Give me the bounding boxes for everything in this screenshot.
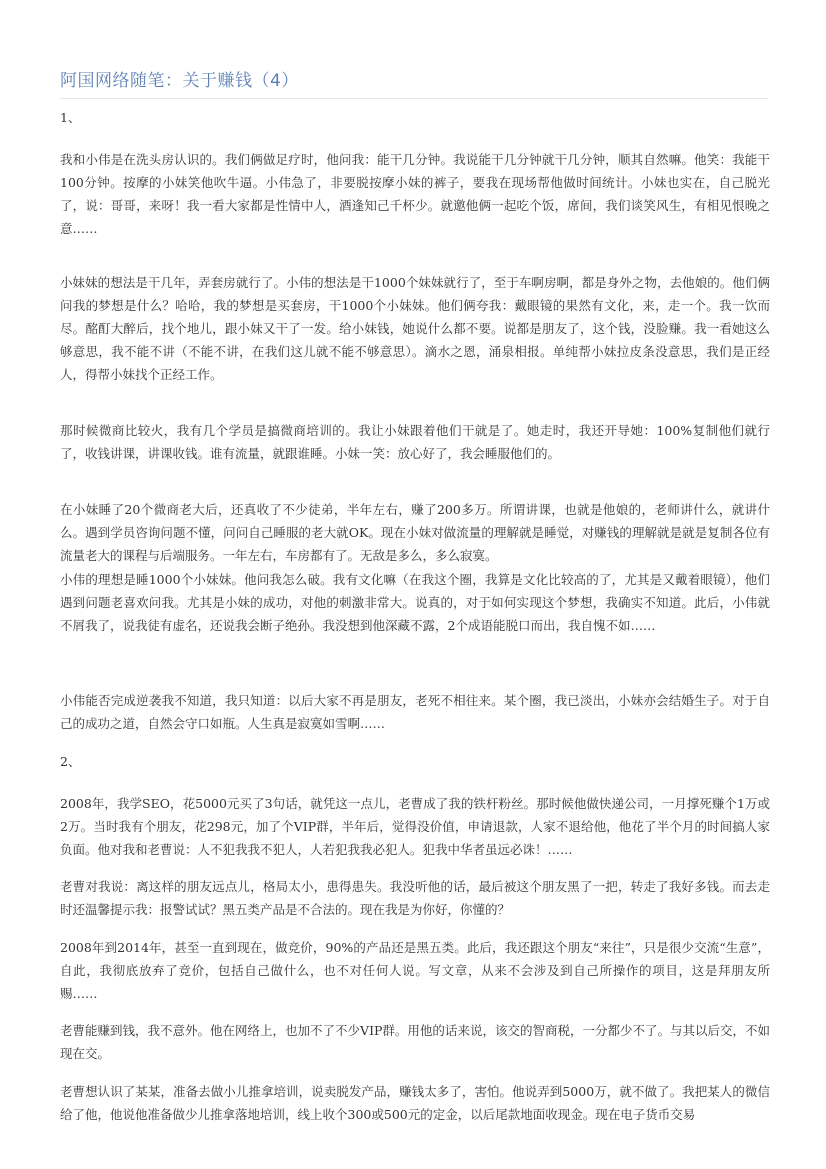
- paragraph: 那时候微商比较火，我有几个学员是搞微商培训的。我让小妹跟着他们干就是了。她走时，我还开导她：100%复制他们就行了，收钱讲课，讲课收钱。谁有流量，就跟谁睡。小妹一笑：放心好了，我会睡服他们的。: [60, 423, 770, 461]
- paragraph: 2008年，我学SEO，花5000元买了3句话，就凭这一点儿，老曹成了我的铁杆粉丝。那时候他做快递公司，一月撑死赚个1万或2万。当时我有个朋友，花298元，加了个VIP群，半年后，觉得没价值，申请退款，人家不退给他，他花了半个月的时间搞人家负面。他对我和老曹说：人不犯我我不犯人，人若犯我我必犯人。犯我中华者虽远必诛！……: [60, 796, 770, 857]
- paragraph: 我和小伟是在洗头房认识的。我们俩做足疗时，他问我：能干几分钟。我说能干几分钟就干几分钟，顺其自然嘛。他笑：我能干100分钟。按摩的小妹笑他吹牛逼。小伟急了，非要脱按摩小妹的裤子，要我在现场帮他做时间统计。小妹也实在，自己脱光了，说：哥哥，来呀！我一看大家都是性情中人，酒逢知己千杯少。就邀他俩一起吃个饭，席间，我们谈笑风生，有相见恨晚之意……: [60, 152, 770, 236]
- paragraph: 2、: [60, 754, 81, 769]
- paragraph: 小妹妹的想法是干几年，弄套房就行了。小伟的想法是干1000个妹妹就行了，至于车啊房啊，都是身外之物，去他娘的。他们俩问我的梦想是什么？哈哈，我的梦想是买套房，干1000个小妹妹。他们俩夸我：戴眼镜的果然有文化，来，走一个。我一饮而尽。酩酊大醉后，找个地儿，跟小妹又干了一发。给小妹钱，她说什么都不要。说都是朋友了，这个钱，没脸赚。我一看她这么够意思，我不能不讲（不能不讲，在我们这儿就不能不够意思）。滴水之恩，涌泉相报。单纯帮小妹拉皮条没意思，我们是正经人，得帮小妹找个正经工作。: [60, 275, 770, 382]
- paragraph: 老曹对我说：离这样的朋友远点儿，格局太小，患得患失。我没听他的话，最后被这个朋友黑了一把，转走了我好多钱。而去走时还温馨提示我：报警试试？黑五类产品是不合法的。现在我是为你好，你懂的？: [60, 879, 770, 917]
- paragraph: 小伟的理想是睡1000个小妹妹。他问我怎么破。我有文化嘛（在我这个圈，我算是文化比较高的了，尤其是又戴着眼镜），他们遇到问题老喜欢问我。尤其是小妹的成功，对他的刺激非常大。说真的，对于如何实现这个梦想，我确实不知道。此后，小伟就不屑我了，说我徒有虚名，还说我会断子绝孙。我没想到他深藏不露，2个成语能脱口而出，我自愧不如……: [60, 572, 770, 633]
- article-title: 阿国网络随笔：关于赚钱（4）: [60, 71, 299, 91]
- paragraph: 小伟能否完成逆袭我不知道，我只知道：以后大家不再是朋友，老死不相往来。某个圈，我已淡出，小妹亦会结婚生子。对于自己的成功之道，自然会守口如瓶。人生真是寂寞如雪啊……: [60, 693, 770, 731]
- paragraph: 在小妹睡了20个微商老大后，还真收了不少徒弟，半年左右，赚了200多万。所谓讲课，也就是他娘的，老师讲什么，就讲什么。遇到学员咨询问题不懂，问问自己睡服的老大就OK。现在小妹对做流量的理解就是睡觉，对赚钱的理解就是就是复制各位有流量老大的课程与后端服务。一年左右，车房都有了。无敌是多么，多么寂寞。: [60, 502, 770, 563]
- paragraph: 老曹能赚到钱，我不意外。他在网络上，也加不了不少VIP群。用他的话来说，该交的智商税，一分都少不了。与其以后交，不如现在交。: [60, 1023, 770, 1061]
- paragraph: 2008年到2014年，甚至一直到现在，做竞价，90%的产品还是黑五类。此后，我还跟这个朋友“来往”，只是很少交流“生意”，自此，我彻底放弃了竞价，包括自己做什么，也不对任何人说。写文章，从来不会涉及到自己所操作的项目，这是拜朋友所赐……: [60, 940, 770, 1001]
- title-divider: [60, 98, 768, 99]
- paragraph: 老曹想认识了某某，准备去做小儿推拿培训，说卖脱发产品，赚钱太多了，害怕。他说弄到5000万，就不做了。我把某人的微信给了他，他说他准备做少儿推拿落地培训，线上收个300或500元的定金，以后尾款地面收现金。现在电子货币交易: [60, 1084, 770, 1122]
- paragraph: 1、: [60, 110, 81, 125]
